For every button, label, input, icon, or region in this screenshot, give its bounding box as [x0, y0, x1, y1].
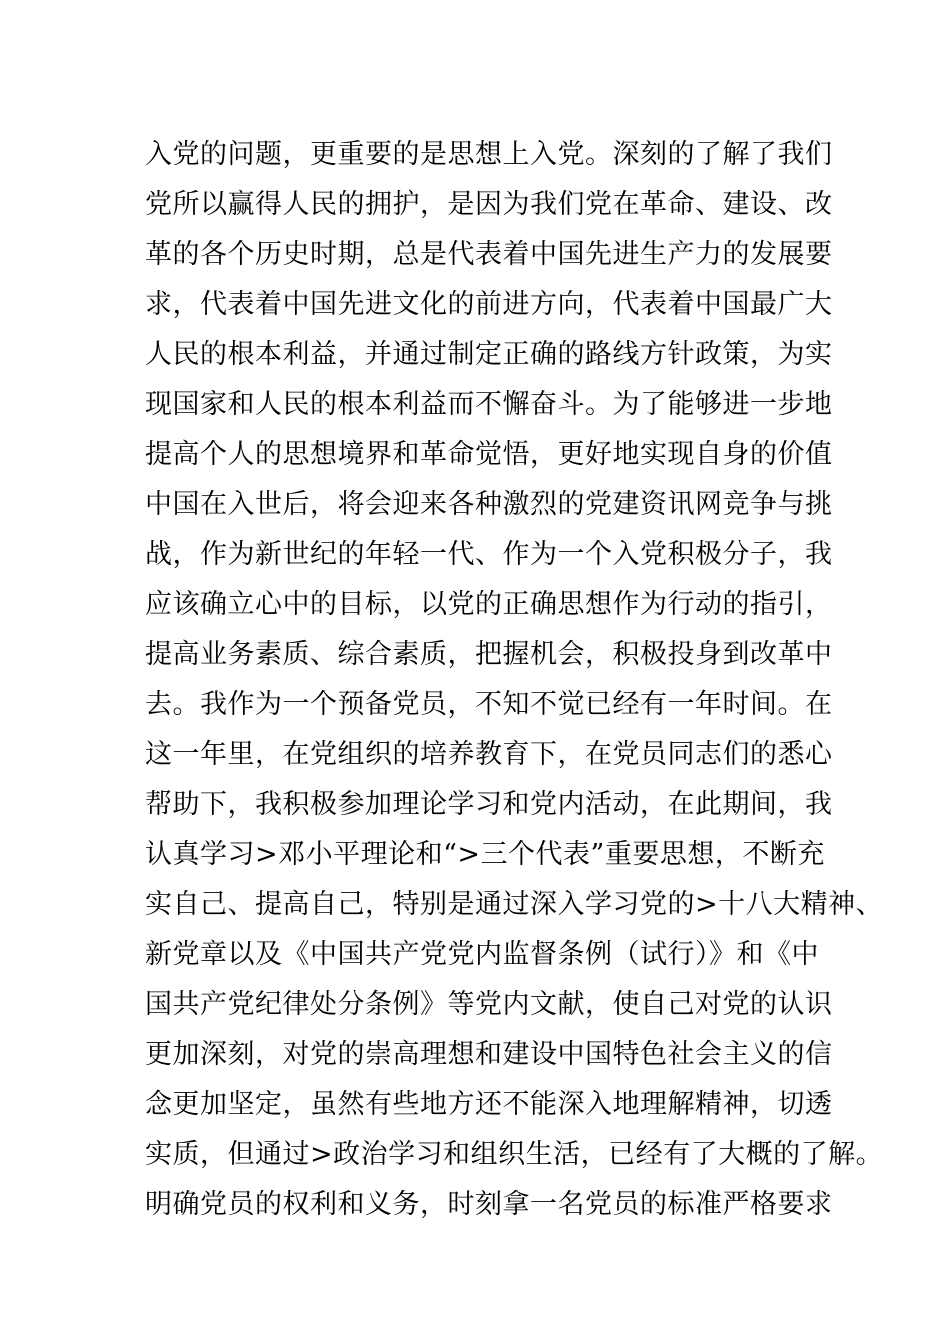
text-line: 人民的根本利益，并通过制定正确的路线方针政策，为实: [145, 339, 833, 370]
text-line: 新党章以及《中国共产党党内监督条例（试行）》和《中: [145, 939, 819, 970]
text-line: 中国在入世后，将会迎来各种激烈的党建资讯网竞争与挑: [145, 489, 833, 520]
text-line: 实质，但通过>政治学习和组织生活，已经有了大概的了解。: [145, 1139, 884, 1170]
text-line: 提高业务素质、综合素质，把握机会，积极投身到改革中: [145, 639, 833, 670]
text-line: 求，代表着中国先进文化的前进方向，代表着中国最广大: [145, 289, 833, 320]
text-line: 战，作为新世纪的年轻一代、作为一个入党积极分子，我: [145, 539, 833, 570]
text-line: 更加深刻，对党的崇高理想和建设中国特色社会主义的信: [145, 1039, 833, 1070]
text-line: 国共产党纪律处分条例》等党内文献，使自己对党的认识: [145, 989, 833, 1020]
text-line: 认真学习>邓小平理论和“>三个代表”重要思想，不断充: [145, 839, 825, 870]
text-line: 实自己、提高自己，特别是通过深入学习党的>十八大精神、: [145, 889, 884, 920]
text-line: 念更加坚定，虽然有些地方还不能深入地理解精神，切透: [145, 1089, 833, 1120]
text-line: 党所以赢得人民的拥护，是因为我们党在革命、建设、改: [145, 189, 833, 220]
text-line: 提高个人的思想境界和革命觉悟，更好地实现自身的价值: [145, 439, 833, 470]
text-line: 这一年里，在党组织的培养教育下，在党员同志们的悉心: [145, 739, 833, 770]
body-text: [145, 130, 884, 1230]
text-line: 明确党员的权利和义务，时刻拿一名党员的标准严格要求: [145, 1189, 833, 1220]
text-line: 入党的问题，更重要的是思想上入党。深刻的了解了我们: [145, 139, 833, 170]
text-line: 应该确立心中的目标，以党的正确思想作为行动的指引，: [145, 589, 833, 620]
text-line: 革的各个历史时期，总是代表着中国先进生产力的发展要: [145, 239, 833, 270]
text-line: 帮助下，我积极参加理论学习和党内活动，在此期间，我: [145, 789, 833, 820]
text-line: 现国家和人民的根本利益而不懈奋斗。为了能够进一步地: [145, 389, 833, 420]
text-line: 去。我作为一个预备党员，不知不觉已经有一年时间。在: [145, 689, 833, 720]
